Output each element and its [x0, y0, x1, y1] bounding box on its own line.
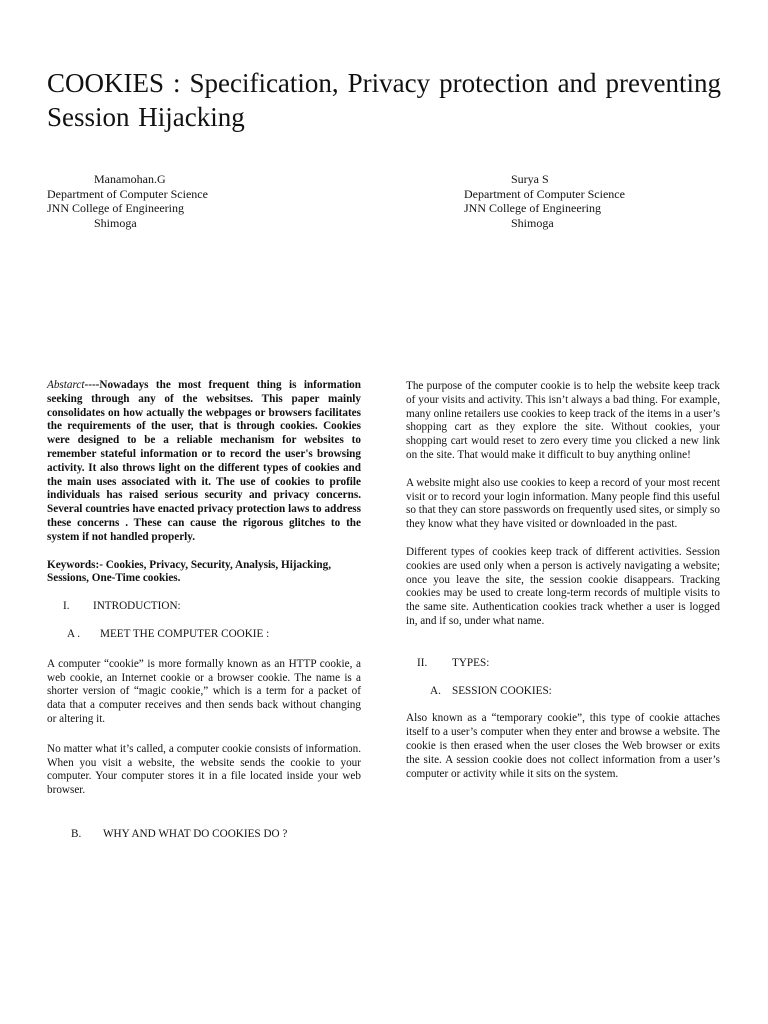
subsection-heading-session-cookies	[406, 685, 720, 699]
section-number: A .	[67, 627, 81, 640]
body-paragraph: No matter what it’s called, a computer cookie consists of information. When you visit a website, the website sends the cookie to your computer. Your computer stores it in a file located inside your web browser.	[47, 742, 361, 797]
author-city: Shimoga	[94, 215, 137, 230]
subsection-heading-why-cookies	[47, 828, 361, 842]
keywords: Keywords:- Cookies, Privacy, Security, Analysis, Hijacking, Sessions, One-Time cookies.	[47, 558, 332, 585]
body-paragraph: The purpose of the computer cookie is to help the website keep track of your visits and activity. This isn’t always a bad thing. For example, many online retailers use cookies to keep track of the items in a user’s shopping cart as they explore the site. Without cookies, your shopping cart would reset to zero every time you clicked a new link on the site. That would make it difficult to buy anything online!	[406, 380, 720, 461]
abstract-text: Nowadays the most frequent thing is information seeking through any of the websitses. This paper mainly consolidates on how actually the webpages or browsers facilitates the requirements of the user, that is through cookies. Cookies were designed to be a reliable mechanism for websites to remember stateful information or to record the user's browsing activity. It also throws light on the different types of cookies and the main uses associated with it. The use of cookies to profile individuals has raised serious security and privacy concerns. Several countries have enacted privacy protection laws to address these concerns . These can cause the rigorous glitches to the system if not handled properly.	[47, 379, 361, 543]
left-column	[47, 379, 361, 842]
body-paragraph: Different types of cookies keep track of different activities. Session cookies are used only when a person is actively navigating a website; once you leave the site, the session cookie disappears. Tracking cookies may be used to create long-term records of multiple visits to the same site. Authentication cookies track whether a user is logged in, and if so, under what name.	[406, 545, 720, 627]
body-paragraph: Also known as a “temporary cookie”, this type of cookie attaches itself to a user’s computer when they enter and browse a website. The cookie is then erased when the user closes the Web browser or exits the site. A session cookie does not collect information from a user’s computer or activity while it sits on the system.	[406, 712, 720, 780]
section-title: WHY AND WHAT DO COOKIES DO ?	[103, 827, 288, 840]
author-block-2	[464, 172, 704, 230]
section-title: SESSION COOKIES:	[452, 684, 552, 697]
author-college: JNN College of Engineering	[464, 201, 601, 215]
section-title: TYPES:	[452, 656, 490, 669]
section-number: I.	[63, 600, 70, 613]
author-department: Department of Computer Science	[47, 186, 208, 201]
author-college: JNN College of Engineering	[47, 201, 184, 215]
section-title: MEET THE COMPUTER COOKIE :	[100, 627, 270, 640]
author-city: Shimoga	[511, 215, 554, 230]
body-paragraph: A computer “cookie” is more formally known as an HTTP cookie, a web cookie, an Internet cookie or a browser cookie. The name is a shorter version of “magic cookie,” which is a term for a packet of data that a computer receives and then sends back without changing or altering it.	[47, 657, 361, 725]
body-paragraph: A website might also use cookies to keep a record of your most recent visit or to record your login information. Many people find this useful so that they can store passwords on frequently used sites, or simply so they know what they have visited or downloaded in the past.	[406, 476, 720, 531]
section-number: A.	[430, 684, 441, 697]
right-column	[406, 380, 720, 781]
section-number: B.	[71, 827, 82, 840]
section-title: INTRODUCTION:	[93, 600, 181, 613]
abstract-dashes: ----	[84, 379, 100, 391]
paper-title: COOKIES : Specification, Privacy protection and preventing Session Hijacking	[47, 68, 721, 132]
section-heading-introduction	[47, 600, 361, 614]
author-name: Surya S	[511, 172, 549, 186]
author-block-1	[47, 172, 287, 230]
subsection-heading-meet-cookie	[47, 628, 361, 642]
abstract-label: Abstarct	[47, 379, 85, 391]
abstract	[47, 379, 361, 545]
author-department: Department of Computer Science	[464, 186, 625, 201]
section-heading-types	[406, 657, 720, 671]
section-number: II.	[417, 656, 428, 669]
author-name: Manamohan.G	[94, 172, 166, 186]
